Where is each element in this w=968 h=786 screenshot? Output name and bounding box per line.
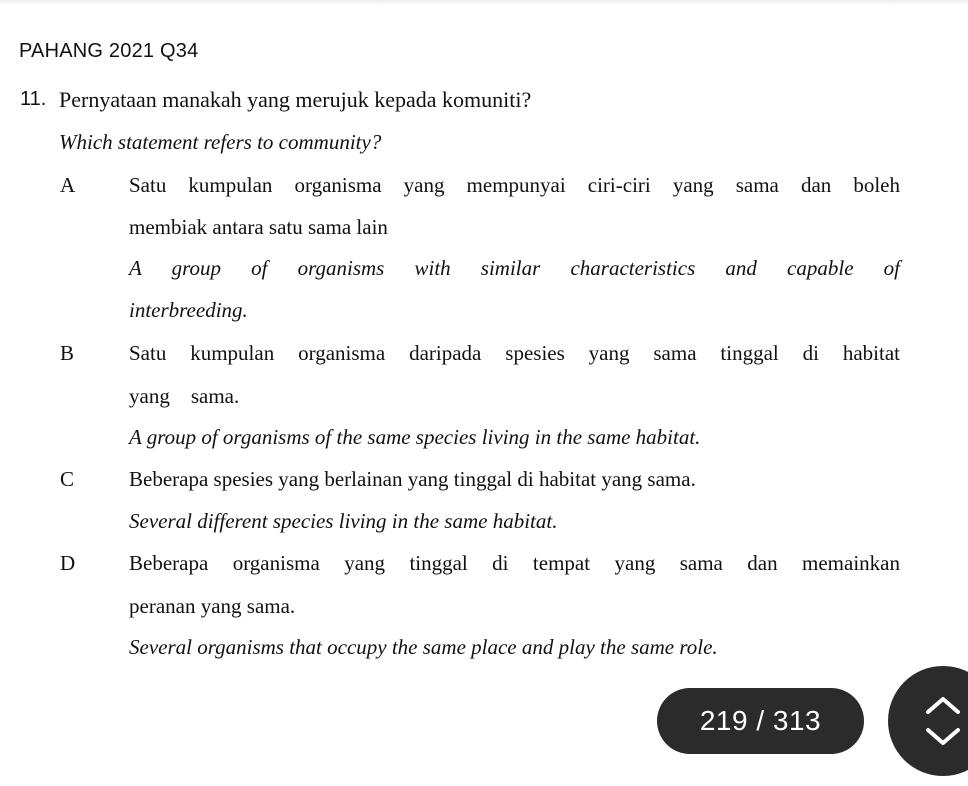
option-b-malay-line-1: Satu kumpulan organisma daripada spesies yang sama tinggal di habitat bbox=[129, 341, 900, 365]
question-number: 11. bbox=[20, 88, 47, 110]
option-c-malay-line-1: Beberapa spesies yang berlainan yang tinggal di habitat yang sama. bbox=[129, 467, 696, 491]
question-text-english: Which statement refers to community? bbox=[59, 130, 382, 154]
option-b-letter: B bbox=[60, 341, 75, 365]
option-d-malay-line-1: Beberapa organisma yang tinggal di tempat yang sama dan memainkan bbox=[129, 551, 900, 575]
option-a-english-line-2: interbreeding. bbox=[129, 298, 248, 322]
option-a-letter: A bbox=[60, 173, 76, 197]
option-b-english-line-1: A group of organisms of the same species living in the same habitat. bbox=[129, 425, 701, 449]
chevron-up-icon[interactable] bbox=[928, 699, 958, 712]
document-header: PAHANG 2021 Q34 bbox=[19, 40, 199, 62]
top-edge-shadow bbox=[0, 0, 968, 6]
chevron-down-icon[interactable] bbox=[928, 730, 958, 743]
page-nav-control[interactable] bbox=[888, 666, 968, 776]
question-text-malay: Pernyataan manakah yang merujuk kepada komuniti? bbox=[59, 87, 532, 112]
option-c-letter: C bbox=[60, 467, 75, 491]
option-d-letter: D bbox=[60, 551, 76, 575]
option-a-malay-line-1: Satu kumpulan organisma yang mempunyai ciri-ciri yang sama dan boleh bbox=[129, 173, 900, 197]
option-d-english-line-1: Several organisms that occupy the same place and play the same role. bbox=[129, 635, 718, 659]
option-d-malay-line-2: peranan yang sama. bbox=[129, 594, 296, 618]
page-counter: 219 / 313 bbox=[657, 688, 864, 754]
option-c-english-line-1: Several different species living in the same habitat. bbox=[129, 509, 558, 533]
option-a-english-line-1: A group of organisms with similar characteristics and capable of bbox=[129, 256, 900, 280]
option-a-malay-line-2: membiak antara satu sama lain bbox=[129, 215, 388, 239]
option-b-malay-line-2: yang sama. bbox=[129, 384, 240, 408]
